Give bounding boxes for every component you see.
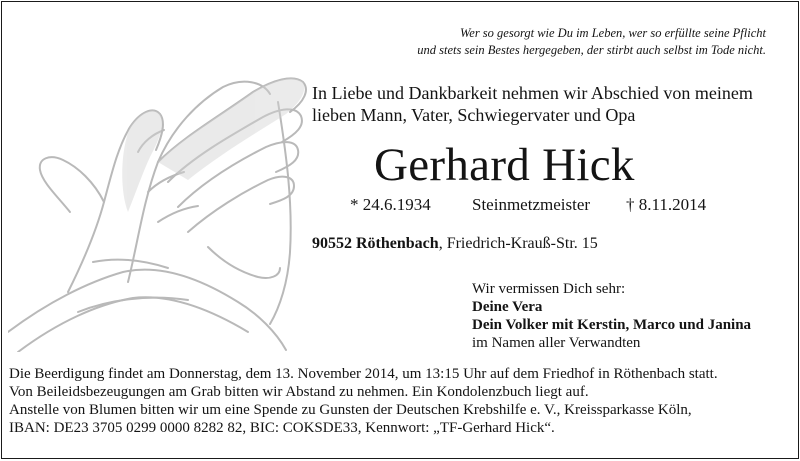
poem-line: und stets sein Bestes hergegeben, der stirbt auch selbst im Tode nicht. (417, 43, 766, 57)
mourner-wife: Deine Vera (472, 299, 543, 315)
mourner-relatives: im Namen aller Verwandten (472, 335, 641, 351)
death-date: † 8.11.2014 (626, 195, 707, 214)
address-street: , Friedrich-Krauß-Str. 15 (438, 235, 598, 252)
funeral-line: Von Beileidsbezeugungen am Grab bitten wir Abstand zu nehmen. Ein Kondolenzbuch liegt auf. (9, 384, 589, 400)
mourners-block (472, 280, 792, 352)
funeral-details (9, 365, 794, 437)
praying-hands-icon (8, 32, 318, 352)
mourners-intro: Wir vermissen Dich sehr: (472, 281, 626, 297)
memorial-poem (306, 25, 766, 59)
life-details (350, 194, 730, 216)
funeral-line: Anstelle von Blumen bitten wir um eine Spende zu Gunsten der Deutschen Krebshilfe e. V., Kreissparkasse Köln, (9, 402, 692, 418)
mourner-family: Dein Volker mit Kerstin, Marco und Janina (472, 317, 752, 333)
farewell-intro (312, 82, 782, 126)
intro-line: lieben Mann, Vater, Schwiegervater und Opa (312, 105, 636, 125)
obituary-notice (1, 1, 799, 459)
funeral-line: IBAN: DE23 3705 0299 0000 8282 82, BIC: COKSDE33, Kennwort: „TF-Gerhard Hick“. (9, 420, 555, 436)
deceased-name: Gerhard Hick (374, 139, 635, 191)
birth-date: * 24.6.1934 (350, 195, 431, 214)
address-city: 90552 Röthenbach (312, 235, 439, 252)
occupation: Steinmetzmeister (472, 195, 591, 214)
intro-line: In Liebe und Dankbarkeit nehmen wir Abschied von meinem (312, 83, 753, 103)
address-line (312, 234, 598, 254)
poem-line: Wer so gesorgt wie Du im Leben, wer so erfüllte seine Pflicht (460, 26, 766, 40)
funeral-line: Die Beerdigung findet am Donnerstag, dem 13. November 2014, um 13:15 Uhr auf dem Friedhof in Röthenbach statt. (9, 366, 718, 382)
